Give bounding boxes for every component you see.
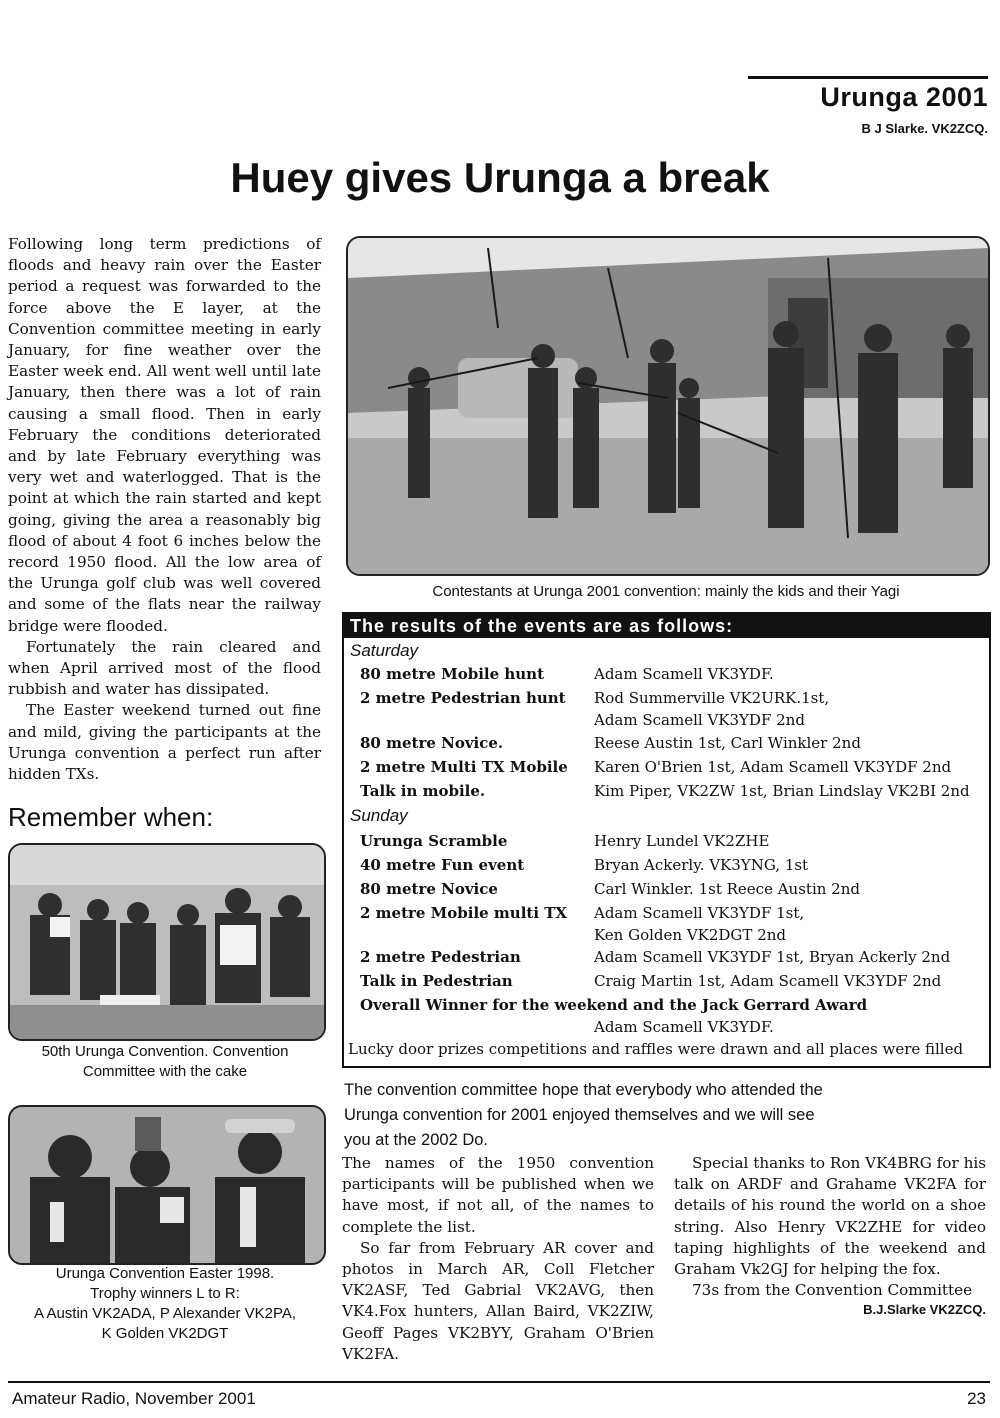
event-name: 40 metre Fun event [360,856,525,874]
overall-winner: Adam Scamell VK3YDF. [594,1018,774,1036]
footer-rule [8,1381,990,1383]
event-name: 2 metre Pedestrian [360,948,521,966]
names-article [342,1153,654,1365]
intro-paragraph: The Easter weekend turned out fine and mild, giving the participants at the Urunga convention a perfect run after hidden TXs. [8,701,321,784]
intro-paragraph: Following long term predictions of floods and heavy rain over the Easter period a request was forwarded to the force above the E layer, at the Convention committee meeting in early January, for fine weather over the Easter week end. All went well until late January, then there was a lot of rain causing a small flood. Then in early February the conditions deteriorated and by late February everything was very wet and waterlogged. That is the point at which the rain started and kept going, giving the area a reasonably big flood of about 4 foot 6 inches below the record 1950 flood. All the low area of the Urunga golf club was well covered and some of the flats near the railway bridge were flooded. [8,235,321,635]
names-paragraph: So far from February AR cover and photos in March AR, Coll Fletcher VK2ASF, Ted Gabrial VK2AVG, then VK4.Fox hunters, Allan Baird, VK2ZIW, Geoff Pages VK2BYY, Graham O'Brien VK2FA. [342,1238,654,1363]
headline: Huey gives Urunga a break [230,154,770,201]
contestants-caption: Contestants at Urunga 2001 convention: mainly the kids and their Yagi [432,583,900,600]
cake-photo [8,843,326,1041]
event-result: Adam Scamell VK3YDF 1st, Bryan Ackerly 2nd [594,948,951,966]
section-rule [748,76,988,79]
event-result: Karen O'Brien 1st, Adam Scamell VK3YDF 2nd [594,758,952,776]
names-paragraph: The names of the 1950 convention participants will be published when we have most, if not all, of the names to complete the list. [342,1154,654,1236]
thanks-paragraph: 73s from the Convention Committee [692,1281,973,1300]
lucky-door-note: Lucky door prizes competitions and raffles were drawn and all places were filled [348,1040,964,1058]
results-box [342,612,991,1068]
page-number: 23 [967,1389,986,1408]
intro-article [8,234,321,785]
event-name: 80 metre Novice [360,880,498,898]
event-name: 2 metre Multi TX Mobile [360,758,568,776]
event-result: Bryan Ackerly. VK3YNG, 1st [594,856,809,874]
intro-paragraph: Fortunately the rain cleared and when April arrived most of the flood rubbish and water has dissipated. [8,637,321,699]
trophy-photo [8,1105,326,1265]
event-name: 80 metre Novice. [360,734,504,752]
event-name: 80 metre Mobile hunt [360,665,545,683]
section-title: Urunga 2001 [820,82,988,112]
event-name: Talk in Pedestrian [360,972,513,990]
event-result: Carl Winkler. 1st Reece Austin 2nd [594,880,860,898]
footer-publication: Amateur Radio, November 2001 [12,1389,256,1408]
event-name: Talk in mobile. [360,782,486,800]
closing-statement: The convention committee hope that everybody who attended the Urunga convention for 2001 enjoyed themselves and we will see you at the 2002 Do. [344,1081,823,1149]
event-result: Rod Summerville VK2URK.1st, Adam Scamell VK3YDF 2nd [594,689,830,729]
event-name: 2 metre Mobile multi TX [360,904,568,922]
results-banner: The results of the events are as follows: [344,614,989,638]
event-name: 2 metre Pedestrian hunt [360,689,566,707]
thanks-paragraph: Special thanks to Ron VK4BRG for his talk on ARDF and Grahame VK2FA for details of his round the world on a shoe string. Also Henry VK2ZHE for video taping highlights of the weekend and Graham Vk2GJ for helping the fox. [674,1154,986,1279]
event-result: Adam Scamell VK3YDF 1st, Ken Golden VK2DGT 2nd [594,904,805,944]
trophy-caption: Urunga Convention Easter 1998. Trophy winners L to R: A Austin VK2ADA, P Alexander VK2PA, K Golden VK2DGT [33,1265,297,1342]
contestants-photo [346,236,990,576]
event-result: Reese Austin 1st, Carl Winkler 2nd [594,734,861,752]
event-result: Craig Martin 1st, Adam Scamell VK3YDF 2nd [594,972,942,990]
event-result: Adam Scamell VK3YDF. [594,665,774,683]
saturday-label: Saturday [350,641,419,660]
cake-caption: 50th Urunga Convention. Convention Committee with the cake [41,1043,289,1080]
sunday-label: Sunday [350,806,408,825]
event-result: Kim Piper, VK2ZW 1st, Brian Lindslay VK2BI 2nd [594,782,970,800]
event-name: Urunga Scramble [360,832,508,850]
byline: B J Slarke. VK2ZCQ. [861,121,988,136]
remember-heading: Remember when: [8,802,214,832]
event-result: Henry Lundel VK2ZHE [594,832,770,850]
signature: B.J.Slarke VK2ZCQ. [863,1302,986,1317]
overall-award: Overall Winner for the weekend and the Jack Gerrard Award [360,996,868,1014]
thanks-article [674,1153,986,1301]
